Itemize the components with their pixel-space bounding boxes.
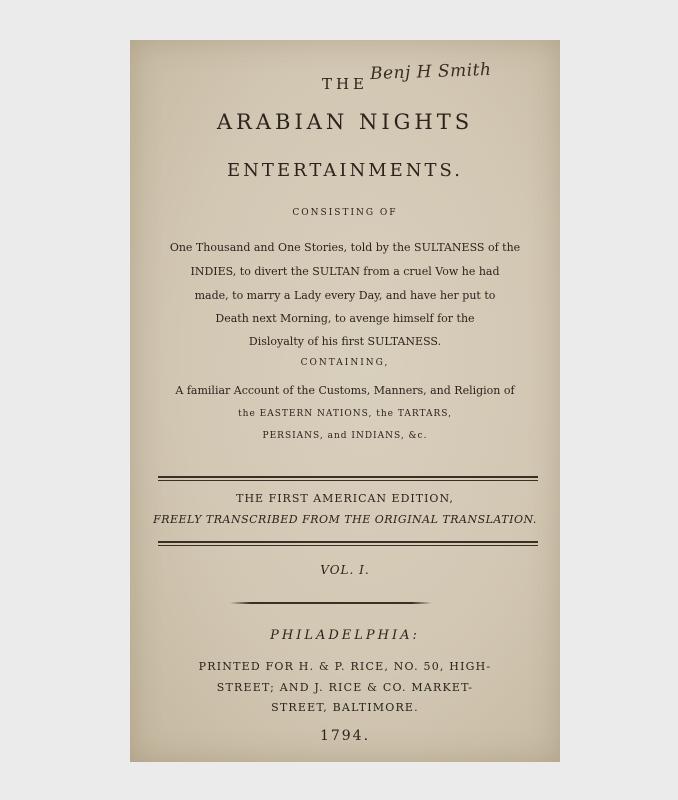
containing-line: A familiar Account of the Customs, Manners, and Religion of: [175, 384, 515, 397]
title-sub: ENTERTAINMENTS.: [227, 160, 463, 181]
body-line: made, to marry a Lady every Day, and have her put to: [194, 289, 496, 302]
body-line: Disloyalty of his first SULTANESS.: [248, 335, 442, 348]
body-line: One Thousand and One Stories, told by the SULTANESS of the: [169, 241, 521, 254]
containing-line: the EASTERN NATIONS, the TARTARS,: [238, 409, 452, 419]
title-page: [130, 40, 560, 762]
double-rule-bottom: [158, 541, 538, 543]
imprint-line: STREET, BALTIMORE.: [271, 701, 419, 714]
double-rule-bottom-thin: [158, 545, 538, 546]
volume-label: VOL. I.: [320, 563, 370, 577]
title-the: THE: [321, 75, 369, 93]
imprint-line: STREET; AND J. RICE & CO. MARKET-: [216, 681, 474, 694]
imprint-line: PRINTED FOR H. & P. RICE, NO. 50, HIGH-: [198, 660, 492, 673]
edition-line: THE FIRST AMERICAN EDITION,: [236, 492, 454, 505]
city-label: PHILADELPHIA:: [270, 628, 420, 643]
containing-line: PERSIANS, and INDIANS, &c.: [262, 431, 428, 441]
handwritten-signature: Benj H Smith: [369, 59, 492, 85]
double-rule-top: [158, 476, 538, 478]
divider-rule: [230, 602, 432, 604]
double-rule-top-thin: [158, 480, 538, 481]
containing-heading: CONTAINING,: [300, 358, 390, 368]
body-line: INDIES, to divert the SULTAN from a cruel Vow he had: [190, 265, 500, 278]
title-main: ARABIAN NIGHTS: [216, 110, 474, 134]
transcription-line: FREELY TRANSCRIBED FROM THE ORIGINAL TRANSLATION.: [153, 513, 537, 526]
body-line: Death next Morning, to avenge himself for the: [215, 312, 475, 325]
consisting-heading: CONSISTING OF: [292, 208, 398, 218]
publication-year: 1794.: [319, 728, 371, 744]
